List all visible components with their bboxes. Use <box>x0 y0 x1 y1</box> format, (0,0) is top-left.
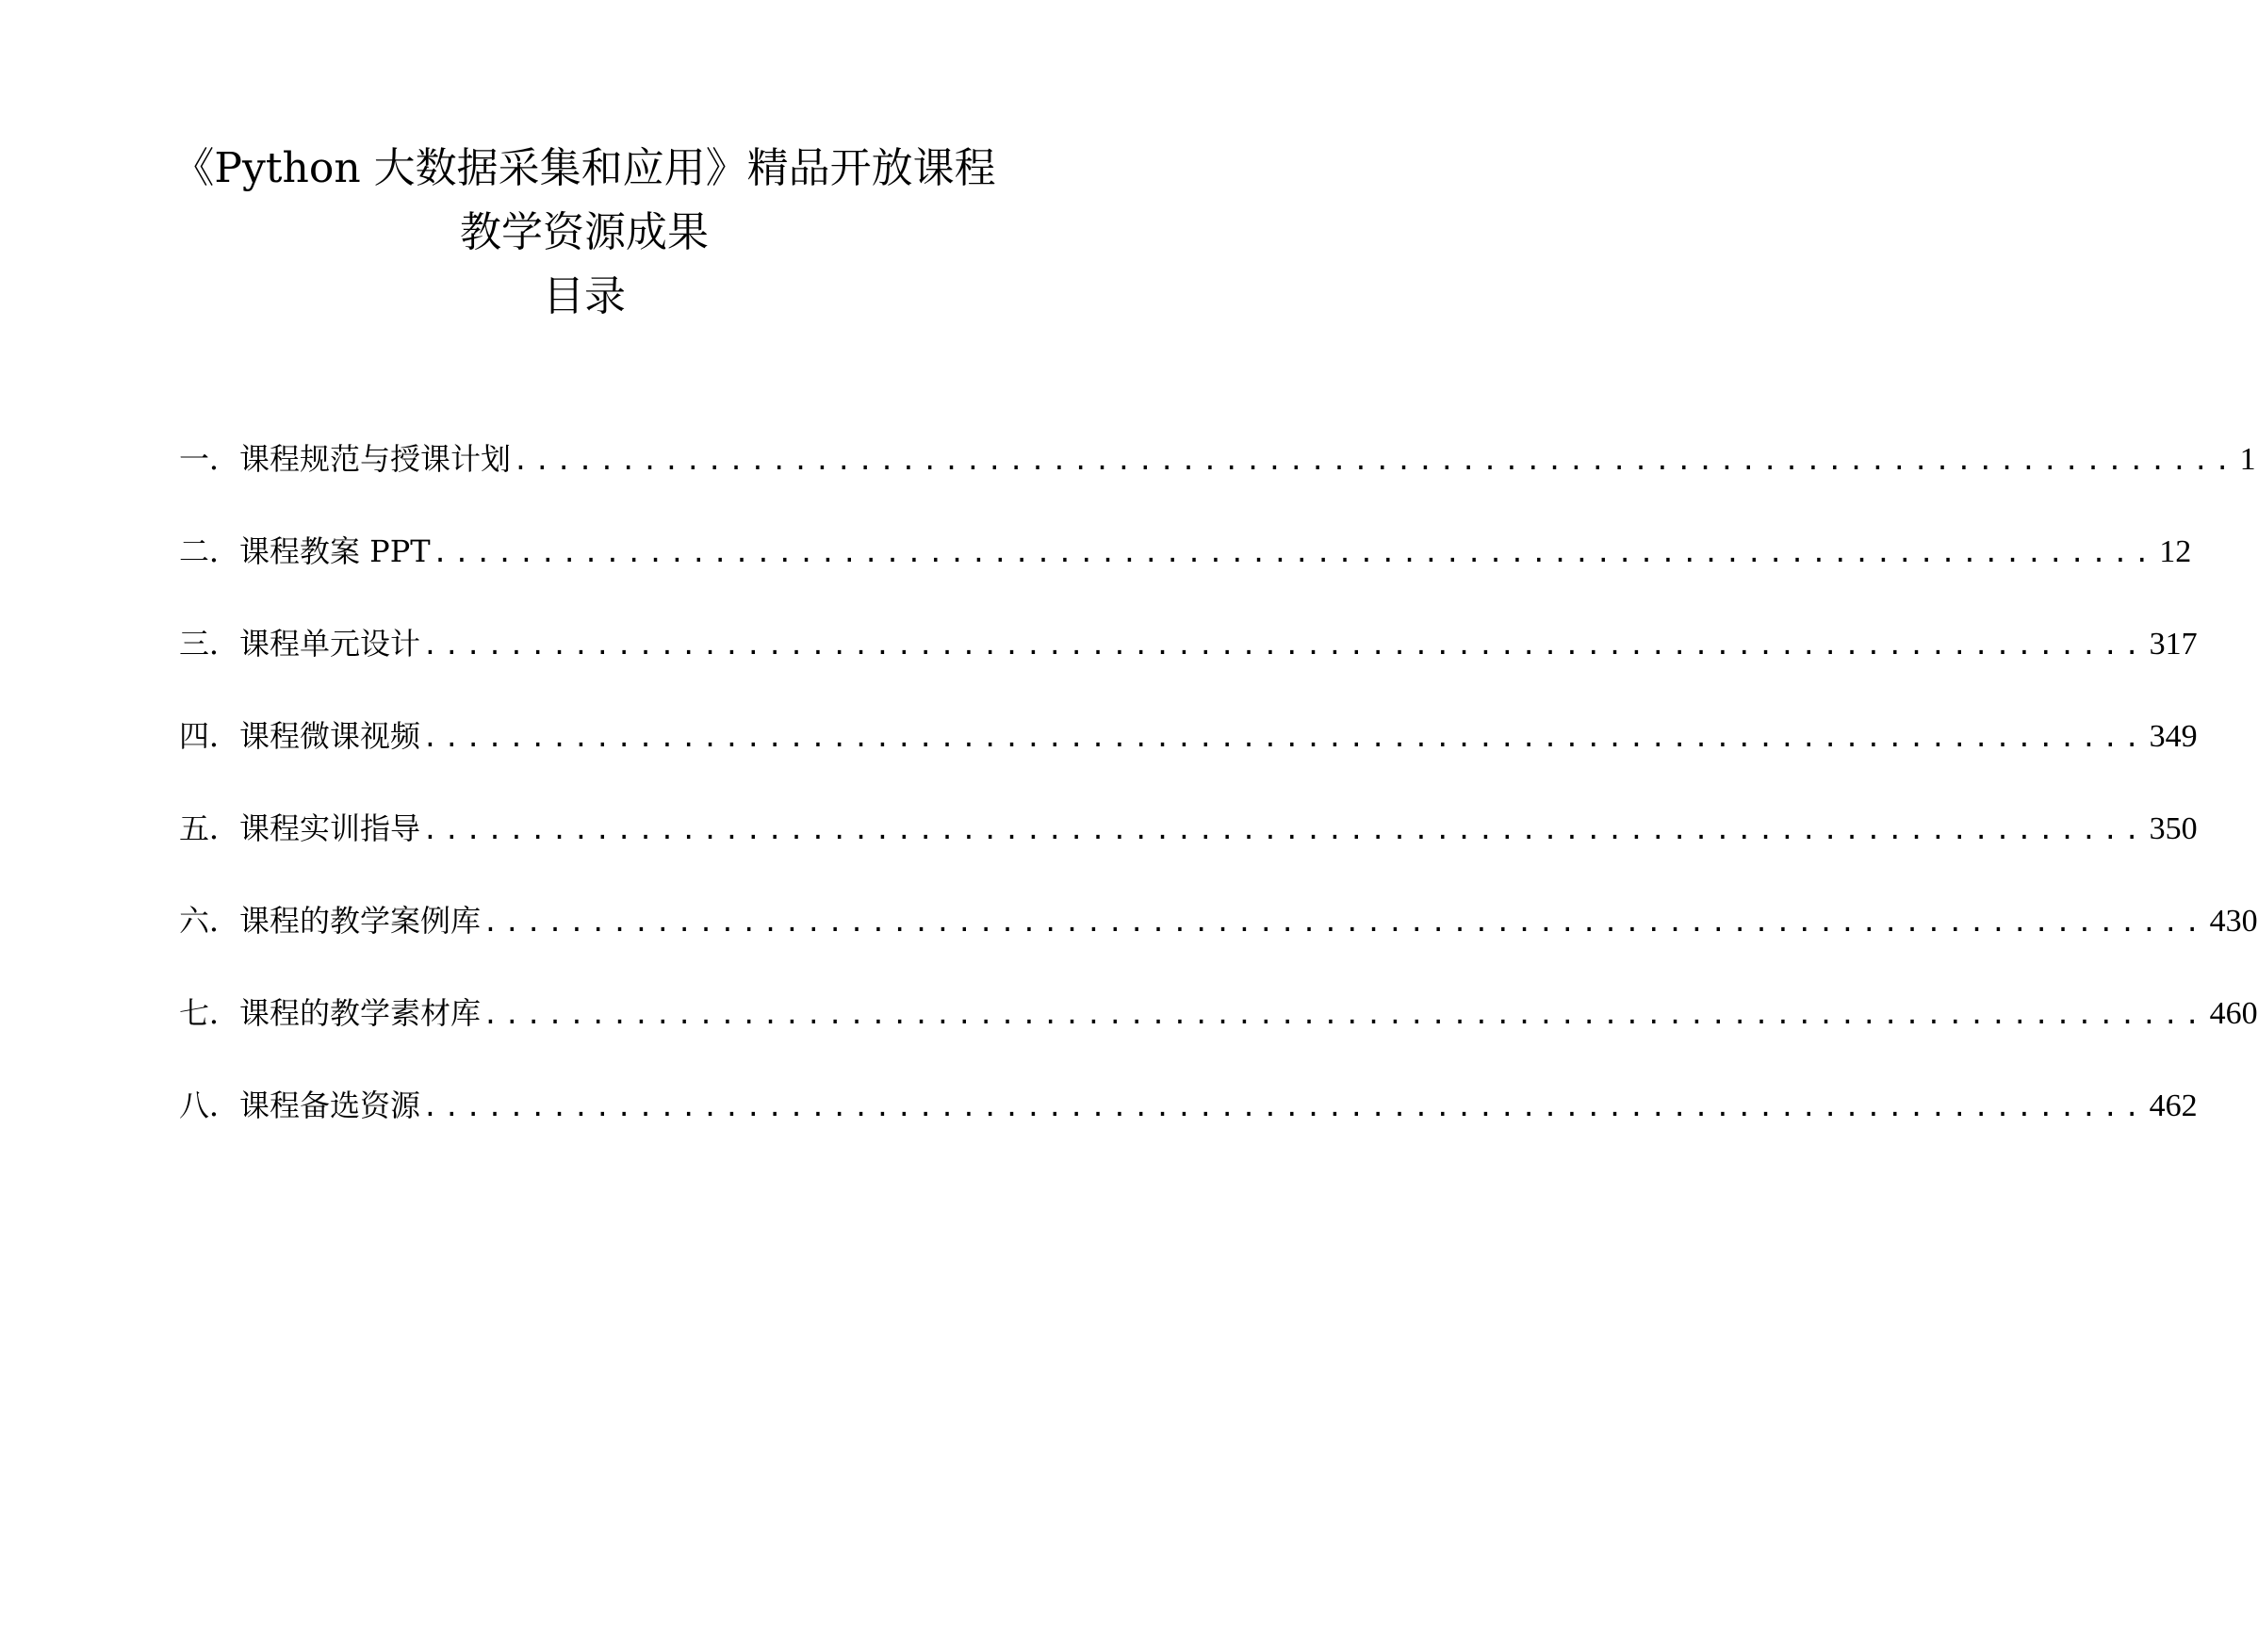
toc-entry[interactable] <box>179 900 2258 992</box>
toc-leader-dots: ................................................................................ <box>432 537 2156 568</box>
toc-entry-page: 430 <box>2209 904 2258 939</box>
toc-entry-label: 二．课程教案 PPT <box>179 533 431 569</box>
table-of-contents <box>179 438 2258 1177</box>
toc-leader-dots: ................................................................................ <box>422 814 2146 845</box>
toc-entry-page: 12 <box>2159 534 2192 569</box>
title-line-subtitle: 教学资源成果 <box>460 208 709 256</box>
toc-entry-label: 六．课程的教学案例库 <box>179 903 482 939</box>
toc-leader-dots: ................................................................................ <box>483 907 2206 938</box>
document-title <box>0 137 1169 329</box>
toc-leader-dots: ................................................................................ <box>483 999 2206 1030</box>
toc-entry[interactable] <box>179 715 2198 808</box>
toc-entry-label: 四．课程微课视频 <box>179 718 421 754</box>
toc-leader-dots: ................................................................................ <box>422 630 2146 661</box>
toc-entry[interactable] <box>179 808 2198 900</box>
toc-entry-label: 一．课程规范与授课计划 <box>179 441 512 477</box>
toc-entry-label: 三．课程单元设计 <box>179 626 421 662</box>
toc-entry-page: 349 <box>2149 719 2198 754</box>
toc-entry-page: 462 <box>2149 1088 2198 1123</box>
toc-entry-label: 五．课程实训指导 <box>179 810 421 846</box>
toc-entry[interactable] <box>179 531 2192 623</box>
toc-leader-dots: ................................................................................ <box>422 722 2146 753</box>
toc-entry-page: 317 <box>2149 627 2198 662</box>
title-line-contents: 目录 <box>543 272 626 320</box>
toc-entry[interactable] <box>179 438 2256 531</box>
toc-entry-page: 1 <box>2239 442 2256 477</box>
toc-entry[interactable] <box>179 992 2258 1085</box>
title-line-course: 《Python 大数据采集和应用》精品开放课程 <box>172 144 996 192</box>
toc-leader-dots: ................................................................................ <box>422 1091 2146 1122</box>
toc-leader-dots: ................................................................................ <box>513 445 2236 476</box>
toc-entry[interactable] <box>179 1085 2198 1177</box>
toc-entry-page: 350 <box>2149 811 2198 846</box>
toc-entry-page: 460 <box>2209 996 2258 1031</box>
toc-entry-label: 八．课程备选资源 <box>179 1088 421 1123</box>
toc-entry[interactable] <box>179 623 2198 715</box>
toc-entry-label: 七．课程的教学素材库 <box>179 995 482 1031</box>
